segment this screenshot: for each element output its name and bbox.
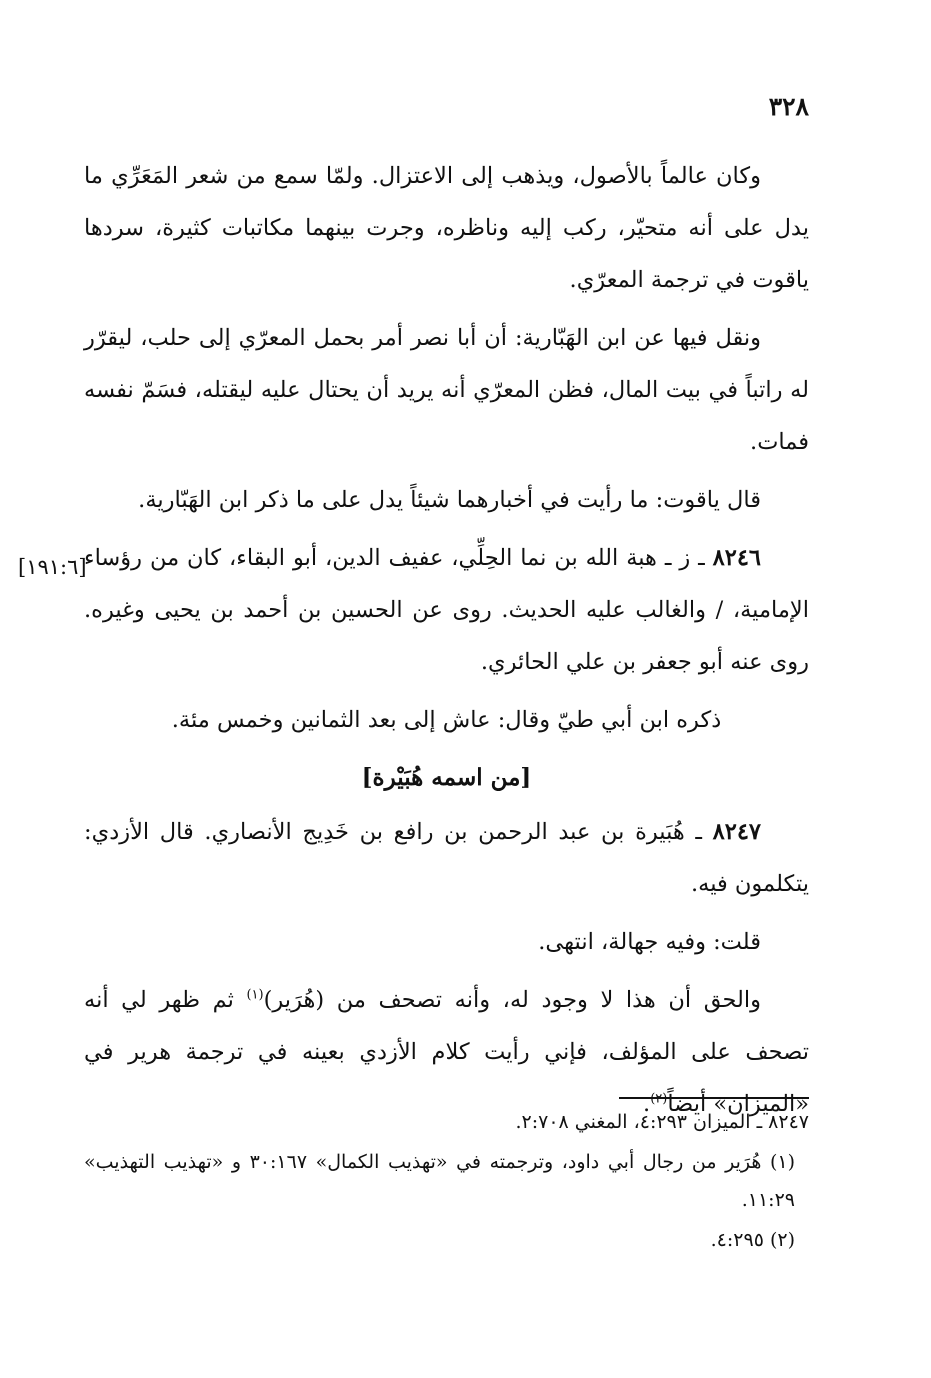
footnote-divider [619, 1097, 809, 1099]
conclusion-part-2: ثم ظهر لي أنه تصحف على المؤلف، فإني رأيت كلام الأزدي بعينه في ترجمة هرير في «الميزان» أيضاً [84, 987, 809, 1117]
entry-8246 [84, 532, 809, 688]
footnote-2: (٢) ٤:٢٩٥. [710, 1229, 795, 1251]
footnotes [84, 1103, 809, 1261]
footnote-source: ٨٢٤٧ ـ الميزان ٤:٢٩٣، المغني ٢:٧٠٨. [515, 1111, 809, 1133]
entry-8246-note: ذكره ابن أبي طيّ وقال: عاش إلى بعد الثمانين وخمس مئة. [171, 707, 722, 733]
entry-text-8246: ـ ز ـ هبة الله بن نما الحِلِّي، عفيف الدين، أبو البقاء، كان من رؤساء الإمامية، / والغالب عليه الحديث. روى عن الحسين بن أحمد بن يحيى وغيره. روى عنه أبو جعفر بن علي الحائري. [84, 545, 809, 675]
entry-8247-comment: قلت: وفيه جهالة، انتهى. [538, 929, 761, 955]
margin-reference: [١٩١:٦] [18, 555, 87, 579]
entry-number-8247: ٨٢٤٧ [712, 819, 761, 845]
paragraph-2: ونقل فيها عن ابن الهَبّارية: أن أبا نصر أمر بحمل المعرّي إلى حلب، ليقرّر له راتباً في بيت المال، فظن المعرّي أنه يريد أن يحتال عليه ليقتله، فسَمّ نفسه فمات. [84, 325, 809, 455]
page-number: ٣٢٨ [768, 92, 809, 121]
entry-8247 [84, 806, 809, 910]
conclusion-end: . [643, 1091, 651, 1117]
entry-number-8246: ٨٢٤٦ [712, 545, 761, 571]
footnote-marker-2: (٢) [650, 1091, 668, 1107]
conclusion-part-1: والحق أن هذا لا وجود له، وأنه تصحف من (هُرَير) [263, 987, 761, 1013]
footnote-1: (١) هُرَير من رجال أبي داود، وترجمته في «تهذيب الكمال» ٣٠:١٦٧ و «تهذيب التهذيب» ١١:٢٩. [84, 1151, 796, 1211]
paragraph-3: قال ياقوت: ما رأيت في أخبارهما شيئاً يدل على ما ذكر ابن الهَبّارية. [138, 487, 761, 513]
main-text [84, 150, 809, 1136]
paragraph-1: وكان عالماً بالأصول، ويذهب إلى الاعتزال. ولمّا سمع من شعر المَعَرِّي ما يدل على أنه متحيّر، ركب إليه وناظره، وجرت بينهما مكاتبات كثيرة، سردها ياقوت في ترجمة المعرّي. [84, 163, 809, 293]
section-heading: [من اسمه هُبَيْرة] [361, 764, 532, 791]
entry-text-8247: ـ هُبَيرة بن عبد الرحمن بن رافع بن خَدِيج الأنصاري. قال الأزدي: يتكلمون فيه. [84, 819, 809, 897]
footnote-marker-1: (١) [246, 987, 264, 1003]
